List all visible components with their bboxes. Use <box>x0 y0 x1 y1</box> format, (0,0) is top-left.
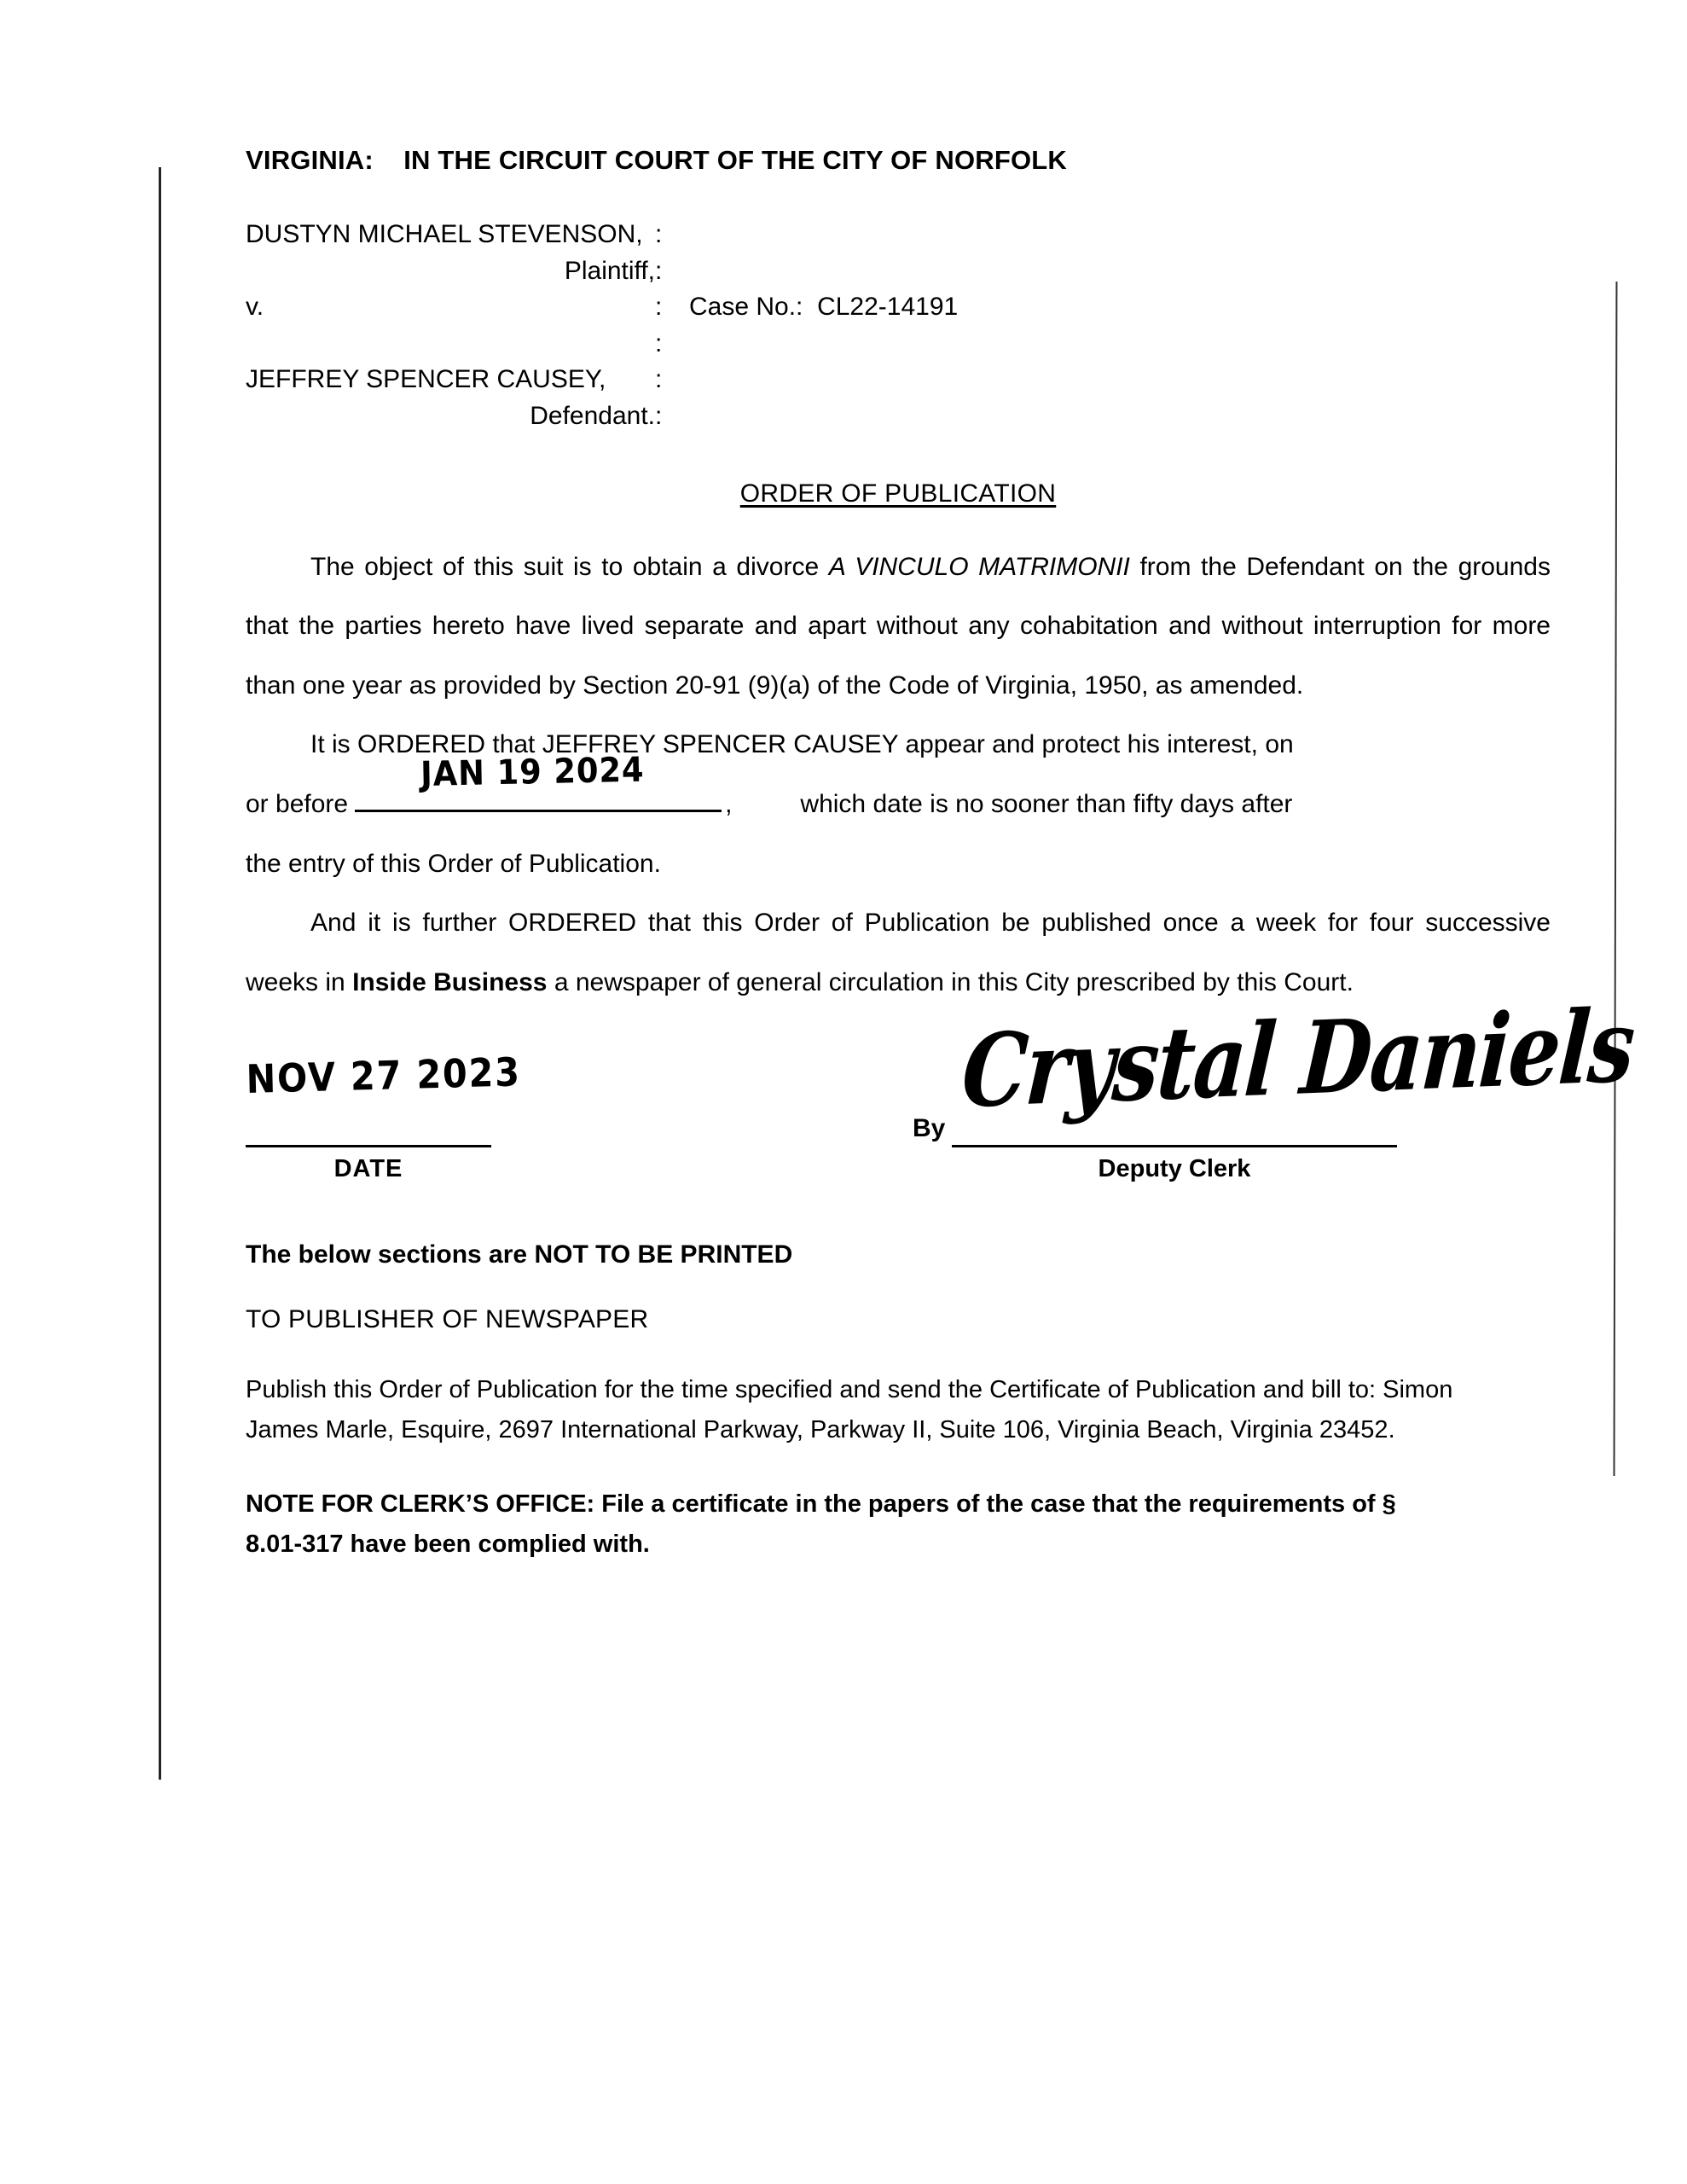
by-label: By <box>913 1114 946 1143</box>
paragraph-entry-of-order <box>246 834 1551 894</box>
versus-label: v. <box>246 293 264 322</box>
newspaper-name: Inside Business <box>352 967 548 996</box>
case-number-cell <box>689 289 1551 326</box>
caption-colon: : <box>655 401 663 430</box>
caption-blank <box>246 326 655 363</box>
para3-part-a: And it is further ORDERED that this Order of Publication be published once a week for four successive weeks in <box>246 909 1551 996</box>
caption-row-plaintiff-role <box>246 253 1551 290</box>
caption-row-plaintiff <box>246 217 1551 253</box>
caption-colon: : <box>655 328 663 357</box>
court-line: IN THE CIRCUIT COURT OF THE CITY OF NORFOLK <box>403 145 1068 175</box>
date-label: DATE <box>333 1155 403 1183</box>
appearance-date-line <box>246 750 1551 834</box>
caption-row-blank <box>246 326 1551 363</box>
case-caption <box>246 217 1551 435</box>
paragraph-object-of-suit <box>246 537 1551 716</box>
latin-phrase: A VINCULO MATRIMONII <box>828 552 1130 581</box>
para3-part-b: a newspaper of general circulation in this City prescribed by this Court. <box>547 967 1354 996</box>
clerk-office-note: NOTE FOR CLERK’S OFFICE: File a certificate in the papers of the case that the requirements of § 8.01-317 have been complied with. <box>246 1490 1396 1559</box>
para2-tail: which date is no sooner than fifty days after <box>800 789 1293 818</box>
caption-colon: : <box>655 365 663 394</box>
defendant-role: Defendant. <box>530 401 655 430</box>
signature-block <box>246 986 1638 1203</box>
jurisdiction-label: VIRGINIA: <box>246 145 374 175</box>
scan-edge-line-left <box>159 167 161 1780</box>
caption-row-versus <box>246 289 1551 326</box>
or-before-label: or before <box>246 789 349 818</box>
caption-colon: : <box>655 220 663 248</box>
para2-text: It is ORDERED that JEFFREY SPENCER CAUSEY appear and protect his interest, on <box>310 730 1294 759</box>
caption-row-defendant <box>246 362 1551 398</box>
court-header <box>246 145 1551 176</box>
para2-tail2: the entry of this Order of Publication. <box>246 849 661 878</box>
defendant-name: JEFFREY SPENCER CAUSEY, <box>246 365 606 394</box>
caption-spacer-5 <box>689 398 1551 435</box>
appearance-date-stamp: JAN 19 2024 <box>420 750 645 795</box>
para1-part-a: The object of this suit is to obtain a divorce <box>310 552 829 581</box>
appearance-date-blank <box>355 750 722 812</box>
case-number-value: CL22-14191 <box>817 293 959 322</box>
deputy-clerk-label: Deputy Clerk <box>1098 1155 1251 1183</box>
caption-spacer-1 <box>689 217 1551 253</box>
document-content <box>246 145 1638 1565</box>
date-signature-rule <box>246 1145 491 1147</box>
not-to-be-printed-notice: The below sections are NOT TO BE PRINTED <box>246 1240 793 1269</box>
filed-date-stamp: NOV 27 2023 <box>246 1048 522 1103</box>
to-publisher-heading: TO PUBLISHER OF NEWSPAPER <box>246 1305 649 1334</box>
caption-spacer-4 <box>689 362 1551 398</box>
caption-row-defendant-role <box>246 398 1551 435</box>
caption-spacer-3 <box>689 326 1551 363</box>
clerk-signature-rule <box>952 1145 1397 1147</box>
plaintiff-name: DUSTYN MICHAEL STEVENSON, <box>246 220 643 248</box>
para1-part-b: from the Defendant on the grounds that the parties hereto have lived separate and apart without any cohabitation and without interruption for more than one year as provided by Section 20-91 (9)(a) of the Code of Virginia, 1950, as amended. <box>246 552 1551 700</box>
case-number-label: Case No.: <box>689 293 803 322</box>
scan-edge-line-right <box>1614 282 1618 1476</box>
document-title-wrap <box>246 479 1551 508</box>
publisher-instructions: Publish this Order of Publication for the time specified and send the Certificate of Publication and bill to: Simon James Marle, Esquire, 2697 International Parkway, Parkway II, Suite 106, Virginia Beach, Virginia 23452. <box>246 1376 1453 1444</box>
caption-colon: : <box>655 256 663 285</box>
paragraph-publication-schedule <box>246 893 1551 1012</box>
caption-spacer-2 <box>689 253 1551 290</box>
clerk-signature: Crystal Daniels <box>959 986 1638 1131</box>
plaintiff-role: Plaintiff, <box>564 256 655 285</box>
dateline-comma: , <box>725 789 733 818</box>
page-title: ORDER OF PUBLICATION <box>739 479 1057 508</box>
caption-colon: : <box>655 293 663 322</box>
